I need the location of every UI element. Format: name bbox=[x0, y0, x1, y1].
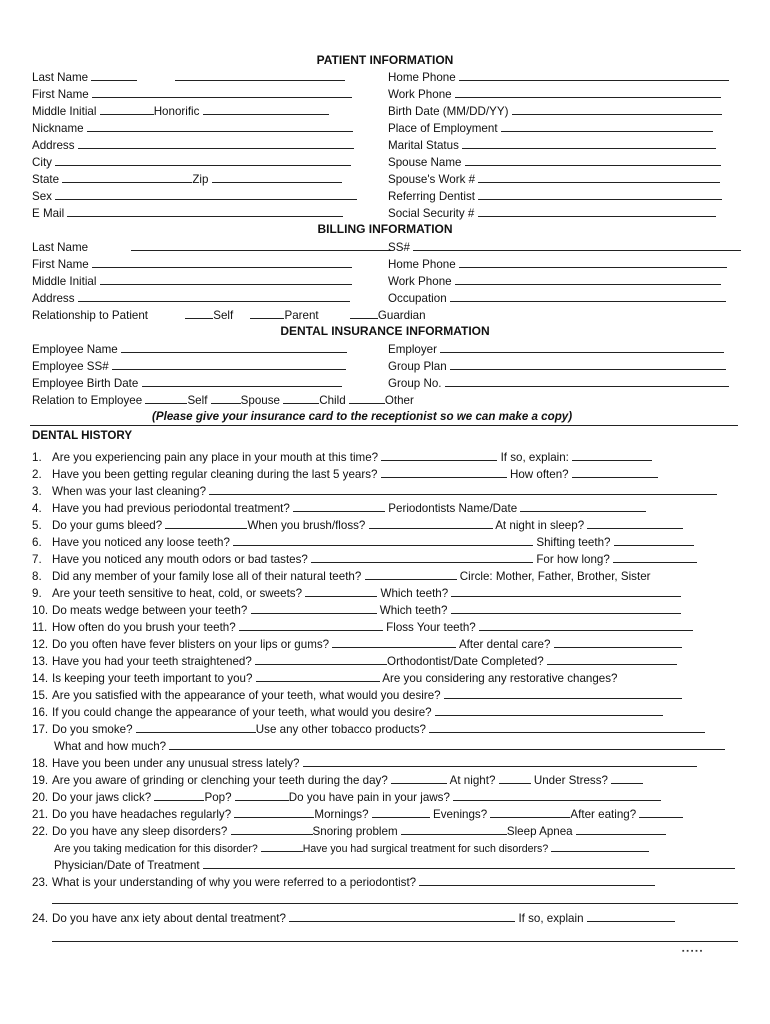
billing-middle-initial-label: Middle Initial bbox=[32, 275, 97, 288]
q22-sub2: Have you had surgical treatment for such disorders? bbox=[302, 843, 549, 855]
q10-which[interactable] bbox=[451, 603, 681, 614]
q5-number: 5. bbox=[32, 519, 42, 532]
spouse-name-field[interactable] bbox=[465, 155, 721, 166]
q15-answer[interactable] bbox=[444, 688, 682, 699]
question-row-15 bbox=[32, 688, 682, 702]
question-row-17 bbox=[32, 722, 705, 736]
q22-answer[interactable] bbox=[231, 824, 313, 835]
q8-number: 8. bbox=[32, 570, 42, 583]
middle-initial-field[interactable] bbox=[100, 104, 154, 115]
zip-label: Zip bbox=[192, 173, 209, 186]
q10-answer[interactable] bbox=[251, 603, 377, 614]
q1-explain[interactable] bbox=[572, 450, 652, 461]
parent-field[interactable] bbox=[250, 308, 284, 319]
q22-snoring[interactable] bbox=[401, 824, 507, 835]
q4-answer[interactable] bbox=[293, 501, 385, 512]
q21-number: 21. bbox=[32, 808, 49, 821]
place-of-employment-field[interactable] bbox=[501, 121, 713, 132]
q7-number: 7. bbox=[32, 553, 42, 566]
self-label: Self bbox=[213, 309, 234, 322]
relation-to-employee-label: Relation to Employee bbox=[32, 394, 143, 407]
q22-physician[interactable] bbox=[203, 858, 735, 869]
question-row-5 bbox=[32, 518, 683, 532]
q5-extra: When you brush/floss? bbox=[247, 519, 366, 532]
question-row-3 bbox=[32, 484, 717, 498]
q23-answer[interactable] bbox=[419, 875, 655, 886]
q3-text: When was your last cleaning? bbox=[52, 485, 207, 498]
q10-text: Do meats wedge between your teeth? bbox=[52, 604, 248, 617]
q19-night[interactable] bbox=[499, 773, 531, 784]
occupation-field[interactable] bbox=[450, 291, 726, 302]
q6-number: 6. bbox=[32, 536, 42, 549]
q21-answer[interactable] bbox=[234, 807, 314, 818]
q20-answer[interactable] bbox=[154, 790, 204, 801]
question-row-17-sub bbox=[32, 739, 725, 753]
q19-stress[interactable] bbox=[611, 773, 643, 784]
ins-child-label: Child bbox=[319, 394, 346, 407]
question-row-18 bbox=[32, 756, 697, 770]
question-row-6 bbox=[32, 535, 694, 549]
q24-extra: If so, explain bbox=[518, 912, 584, 925]
q23-number: 23. bbox=[32, 876, 49, 889]
q4-number: 4. bbox=[32, 502, 42, 515]
q13-extra: Orthodontist/Date Completed? bbox=[387, 655, 544, 668]
q13-answer[interactable] bbox=[255, 654, 387, 665]
q6-extra: Shifting teeth? bbox=[536, 536, 611, 549]
q21-extra2: Evenings? bbox=[433, 808, 488, 821]
q7-text: Have you noticed any mouth odors or bad tastes? bbox=[52, 553, 308, 566]
section-title-text: DENTAL INSURANCE INFORMATION bbox=[280, 324, 490, 338]
question-row-14 bbox=[32, 671, 618, 685]
q21-after-eating[interactable] bbox=[639, 807, 683, 818]
question-row-4 bbox=[32, 501, 646, 515]
q22-text: Do you have any sleep disorders? bbox=[52, 825, 228, 838]
q1-number: 1. bbox=[32, 451, 42, 464]
q18-text: Have you been under any unusual stress lately? bbox=[52, 757, 300, 770]
birth-date-label: Birth Date (MM/DD/YY) bbox=[388, 105, 509, 118]
first-name-label: First Name bbox=[32, 88, 89, 101]
q13-number: 13. bbox=[32, 655, 49, 668]
section-title-insurance bbox=[0, 324, 770, 338]
q16-text: If you could change the appearance of your teeth, what would you desire? bbox=[52, 706, 432, 719]
place-of-employment-label: Place of Employment bbox=[388, 122, 498, 135]
q12-number: 12. bbox=[32, 638, 49, 651]
marital-status-label: Marital Status bbox=[388, 139, 459, 152]
social-security-field[interactable] bbox=[478, 206, 716, 217]
q21-text: Do you have headaches regularly? bbox=[52, 808, 232, 821]
q15-text: Are you satisfied with the appearance of your teeth, what would you desire? bbox=[52, 689, 441, 702]
email-label: E Mail bbox=[32, 207, 65, 220]
billing-home-phone-field[interactable] bbox=[459, 257, 727, 268]
parent-label: Parent bbox=[284, 309, 319, 322]
q13-text: Have you had your teeth straightened? bbox=[52, 655, 252, 668]
q14-answer[interactable] bbox=[256, 671, 380, 682]
birth-date-field[interactable] bbox=[512, 104, 722, 115]
q4-extra: Periodontists Name/Date bbox=[388, 502, 518, 515]
city-label: City bbox=[32, 156, 52, 169]
home-phone-label: Home Phone bbox=[388, 71, 456, 84]
q21-mornings[interactable] bbox=[372, 807, 430, 818]
question-row-12 bbox=[32, 637, 682, 651]
billing-address-field[interactable] bbox=[78, 291, 350, 302]
q20-number: 20. bbox=[32, 791, 49, 804]
zip-field[interactable] bbox=[212, 172, 342, 183]
q4-periodontist[interactable] bbox=[520, 501, 646, 512]
section-title-text: BILLING INFORMATION bbox=[317, 222, 453, 236]
q6-answer[interactable] bbox=[233, 535, 533, 546]
question-row-22 bbox=[32, 824, 666, 838]
question-row-22-sub bbox=[32, 841, 649, 855]
question-row-19 bbox=[32, 773, 643, 787]
q17-what-how-much[interactable] bbox=[169, 739, 725, 750]
group-no-label: Group No. bbox=[388, 377, 442, 390]
billing-work-phone-field[interactable] bbox=[455, 274, 721, 285]
section-title-dental-history: DENTAL HISTORY bbox=[32, 429, 133, 442]
q10-number: 10. bbox=[32, 604, 49, 617]
q9-answer[interactable] bbox=[305, 586, 377, 597]
question-row-16 bbox=[32, 705, 663, 719]
q8-text: Did any member of your family lose all of their natural teeth? bbox=[52, 570, 362, 583]
q22-sub: Are you taking medication for this disorder? bbox=[54, 843, 258, 855]
guardian-label: Guardian bbox=[377, 309, 426, 322]
q21-extra3: After eating? bbox=[570, 808, 637, 821]
q14-extra: Are you considering any restorative changes? bbox=[382, 672, 618, 685]
q9-which[interactable] bbox=[451, 586, 681, 597]
q5-extra2: At night in sleep? bbox=[495, 519, 585, 532]
billing-middle-initial-field[interactable] bbox=[100, 274, 352, 285]
q24-explain[interactable] bbox=[587, 911, 675, 922]
billing-work-phone-label: Work Phone bbox=[388, 275, 452, 288]
q12-extra: After dental care? bbox=[458, 638, 551, 651]
spouse-name-label: Spouse Name bbox=[388, 156, 462, 169]
q22-sleep-apnea[interactable] bbox=[576, 824, 666, 835]
q7-extra: For how long? bbox=[536, 553, 610, 566]
question-row-21 bbox=[32, 807, 683, 821]
first-name-field[interactable] bbox=[92, 87, 352, 98]
q5-brush-floss[interactable] bbox=[369, 518, 493, 529]
q11-number: 11. bbox=[32, 621, 48, 634]
q17-answer[interactable] bbox=[136, 722, 256, 733]
q17-sub: What and how much? bbox=[54, 740, 167, 753]
email-field[interactable] bbox=[67, 206, 343, 217]
ins-other-label: Other bbox=[384, 394, 414, 407]
q14-number: 14. bbox=[32, 672, 49, 685]
employee-birth-date-label: Employee Birth Date bbox=[32, 377, 139, 390]
q24-text: Do you have anx iety about dental treatment? bbox=[52, 912, 286, 925]
address-label: Address bbox=[32, 139, 75, 152]
q20-pain[interactable] bbox=[453, 790, 661, 801]
q2-number: 2. bbox=[32, 468, 42, 481]
q15-number: 15. bbox=[32, 689, 49, 702]
billing-ss-field[interactable] bbox=[413, 240, 741, 251]
q2-answer[interactable] bbox=[381, 467, 507, 478]
city-field[interactable] bbox=[55, 155, 351, 166]
q11-floss[interactable] bbox=[479, 620, 693, 631]
state-field[interactable] bbox=[62, 172, 192, 183]
section-title-text: PATIENT INFORMATION bbox=[316, 53, 454, 67]
employee-ss-field[interactable] bbox=[112, 359, 346, 370]
q8-answer[interactable] bbox=[365, 569, 457, 580]
billing-first-name-field[interactable] bbox=[92, 257, 352, 268]
q20-extra: Pop? bbox=[204, 791, 232, 804]
relationship-to-patient-label: Relationship to Patient bbox=[32, 309, 149, 322]
q3-number: 3. bbox=[32, 485, 42, 498]
q16-answer[interactable] bbox=[435, 705, 663, 716]
q18-number: 18. bbox=[32, 757, 49, 770]
spouses-work-label: Spouse's Work # bbox=[388, 173, 476, 186]
q11-text: How often do you brush your teeth? bbox=[52, 621, 236, 634]
employee-name-label: Employee Name bbox=[32, 343, 118, 356]
section-title-patient bbox=[0, 53, 770, 67]
employee-ss-label: Employee SS# bbox=[32, 360, 109, 373]
q12-text: Do you often have fever blisters on your lips or gums? bbox=[52, 638, 330, 651]
q23-answer-line-2[interactable] bbox=[52, 903, 738, 904]
work-phone-field[interactable] bbox=[455, 87, 721, 98]
question-row-24 bbox=[32, 911, 675, 925]
middle-initial-label: Middle Initial bbox=[32, 105, 97, 118]
q22-number: 22. bbox=[32, 825, 49, 838]
q2-extra: How often? bbox=[509, 468, 569, 481]
self-field[interactable] bbox=[185, 308, 213, 319]
q1-text: Are you experiencing pain any place in your mouth at this time? bbox=[52, 451, 379, 464]
q10-extra: Which teeth? bbox=[379, 604, 448, 617]
question-row-22-sub3 bbox=[32, 858, 735, 872]
address-field[interactable] bbox=[78, 138, 354, 149]
ins-spouse-label: Spouse bbox=[240, 394, 280, 407]
last-name-field-2[interactable] bbox=[175, 70, 345, 81]
billing-first-name-label: First Name bbox=[32, 258, 89, 271]
q11-extra: Floss Your teeth? bbox=[386, 621, 476, 634]
employer-label: Employer bbox=[388, 343, 437, 356]
q5-answer[interactable] bbox=[165, 518, 247, 529]
guardian-field[interactable] bbox=[350, 308, 378, 319]
question-row-9 bbox=[32, 586, 681, 600]
q24-number: 24. bbox=[32, 912, 49, 925]
q12-answer[interactable] bbox=[332, 637, 456, 648]
question-row-23 bbox=[32, 875, 655, 889]
q7-answer[interactable] bbox=[311, 552, 533, 563]
q7-how-long[interactable] bbox=[613, 552, 697, 563]
question-row-11 bbox=[32, 620, 693, 634]
q8-extra: Circle: Mother, Father, Brother, Sister bbox=[459, 570, 651, 583]
q13-orthodontist[interactable] bbox=[547, 654, 677, 665]
last-name-field[interactable] bbox=[91, 70, 137, 81]
ins-other-field[interactable] bbox=[349, 393, 385, 404]
q11-answer[interactable] bbox=[239, 620, 383, 631]
q14-text: Is keeping your teeth important to you? bbox=[52, 672, 253, 685]
q21-extra: Mornings? bbox=[314, 808, 369, 821]
group-no-field[interactable] bbox=[445, 376, 729, 387]
q24-answer[interactable] bbox=[289, 911, 515, 922]
billing-ss-label: SS# bbox=[388, 241, 410, 254]
q17-number: 17. bbox=[32, 723, 49, 736]
q18-answer[interactable] bbox=[303, 756, 697, 767]
q17-tobacco[interactable] bbox=[429, 722, 705, 733]
q6-shifting[interactable] bbox=[614, 535, 694, 546]
question-row-2 bbox=[32, 467, 658, 481]
sex-field[interactable] bbox=[55, 189, 357, 200]
q6-text: Have you noticed any loose teeth? bbox=[52, 536, 230, 549]
q20-text: Do your jaws click? bbox=[52, 791, 152, 804]
billing-home-phone-label: Home Phone bbox=[388, 258, 456, 271]
q3-answer[interactable] bbox=[209, 484, 717, 495]
occupation-label: Occupation bbox=[388, 292, 447, 305]
q19-number: 19. bbox=[32, 774, 49, 787]
q12-after-care[interactable] bbox=[554, 637, 682, 648]
insurance-card-note: (Please give your insurance card to the receptionist so we can make a copy) bbox=[152, 410, 573, 423]
q24-answer-line-2[interactable] bbox=[52, 941, 738, 942]
q1-extra: If so, explain: bbox=[500, 451, 569, 464]
q17-extra: Use any other tobacco products? bbox=[255, 723, 426, 736]
sex-label: Sex bbox=[32, 190, 52, 203]
work-phone-label: Work Phone bbox=[388, 88, 452, 101]
employer-field[interactable] bbox=[440, 342, 724, 353]
q2-text: Have you been getting regular cleaning during the last 5 years? bbox=[52, 468, 378, 481]
referring-dentist-label: Referring Dentist bbox=[388, 190, 475, 203]
ins-spouse-field[interactable] bbox=[211, 393, 241, 404]
honorific-label: Honorific bbox=[153, 105, 200, 118]
q19-extra2: Under Stress? bbox=[533, 774, 608, 787]
social-security-label: Social Security # bbox=[388, 207, 475, 220]
spouses-work-field[interactable] bbox=[478, 172, 720, 183]
question-row-7 bbox=[32, 552, 697, 566]
billing-last-name-label: Last Name bbox=[32, 241, 89, 254]
q19-extra: At night? bbox=[449, 774, 496, 787]
question-row-10 bbox=[32, 603, 681, 617]
form-number-mark: ▪ ▪ ▪ ▪ ▪ bbox=[682, 948, 703, 955]
employee-name-field[interactable] bbox=[121, 342, 347, 353]
home-phone-field[interactable] bbox=[459, 70, 729, 81]
billing-address-label: Address bbox=[32, 292, 75, 305]
q22-sub3: Physician/Date of Treatment bbox=[54, 859, 200, 872]
q22-surgical[interactable] bbox=[551, 841, 649, 852]
question-row-8 bbox=[32, 569, 651, 583]
q20-extra2: Do you have pain in your jaws? bbox=[288, 791, 450, 804]
q19-answer[interactable] bbox=[391, 773, 447, 784]
q19-text: Are you aware of grinding or clenching your teeth during the day? bbox=[52, 774, 388, 787]
ins-self-field[interactable] bbox=[145, 393, 187, 404]
ins-child-field[interactable] bbox=[283, 393, 319, 404]
group-plan-field[interactable] bbox=[450, 359, 726, 370]
billing-last-name-field[interactable] bbox=[131, 240, 391, 251]
q20-pop[interactable] bbox=[235, 790, 289, 801]
q9-text: Are your teeth sensitive to heat, cold, or sweets? bbox=[52, 587, 303, 600]
last-name-label: Last Name bbox=[32, 71, 89, 84]
marital-status-field[interactable] bbox=[462, 138, 716, 149]
q17-text: Do you smoke? bbox=[52, 723, 133, 736]
q23-text: What is your understanding of why you were referred to a periodontist? bbox=[52, 876, 417, 889]
q16-number: 16. bbox=[32, 706, 49, 719]
nickname-label: Nickname bbox=[32, 122, 84, 135]
nickname-field[interactable] bbox=[87, 121, 353, 132]
q1-answer[interactable] bbox=[381, 450, 497, 461]
q22-extra2: Sleep Apnea bbox=[506, 825, 573, 838]
ins-self-label: Self bbox=[187, 394, 208, 407]
q2-how-often[interactable] bbox=[572, 467, 658, 478]
question-row-1 bbox=[32, 450, 652, 464]
question-row-13 bbox=[32, 654, 677, 668]
divider bbox=[30, 425, 738, 426]
group-plan-label: Group Plan bbox=[388, 360, 447, 373]
employee-birth-date-field[interactable] bbox=[142, 376, 342, 387]
state-label: State bbox=[32, 173, 60, 186]
honorific-field[interactable] bbox=[203, 104, 329, 115]
q22-extra: Snoring problem bbox=[312, 825, 398, 838]
q5-night[interactable] bbox=[587, 518, 683, 529]
referring-dentist-field[interactable] bbox=[478, 189, 722, 200]
question-row-20 bbox=[32, 790, 661, 804]
q4-text: Have you had previous periodontal treatment? bbox=[52, 502, 290, 515]
q21-evenings[interactable] bbox=[490, 807, 570, 818]
q5-text: Do your gums bleed? bbox=[52, 519, 163, 532]
q9-extra: Which teeth? bbox=[380, 587, 449, 600]
q22-medication[interactable] bbox=[261, 841, 303, 852]
q9-number: 9. bbox=[32, 587, 42, 600]
section-title-billing bbox=[0, 222, 770, 236]
